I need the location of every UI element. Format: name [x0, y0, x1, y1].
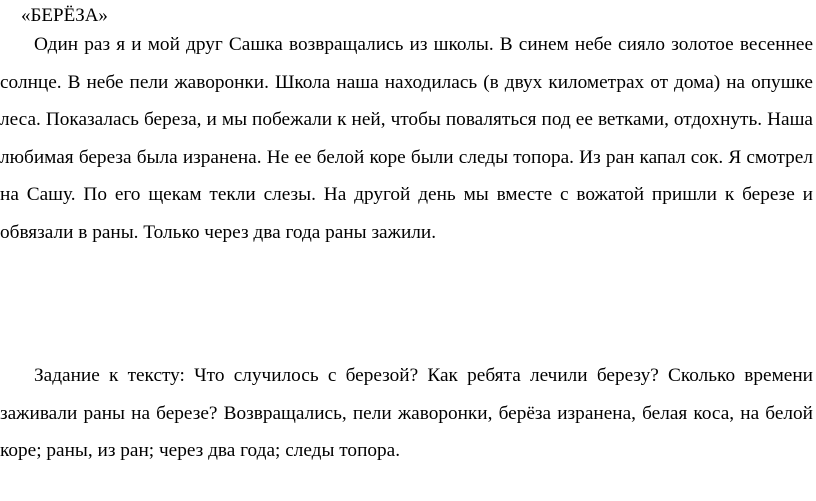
story-paragraph: Один раз я и мой друг Сашка возвращались из школы. В синем небе сияло золотое весеннее солнце. В небе пели жаворонки. Школа наша находилась (в двух километрах от дома) на опушке леса. Показалась береза, и мы побежали к ней, чтобы поваляться под ее ветками, отдохнуть. Наша любимая береза была изранена. Не ее белой коре были следы топора. Из ран капал сок. Я смотрел на Сашу. По его щекам текли слезы. На другой день мы вместе с вожатой пришли к березе и обвязали в раны. Только через два года раны зажили.: [0, 34, 813, 243]
story-title: «БЕРЁЗА»: [21, 5, 108, 26]
task-paragraph: Задание к тексту: Что случилось с березой? Как ребята лечили березу? Сколько времени заживали раны на березе? Возвращались, пели жаворонки, берёза изранена, белая коса, на белой коре; раны, из ран; через два года; следы топора.: [0, 365, 813, 461]
